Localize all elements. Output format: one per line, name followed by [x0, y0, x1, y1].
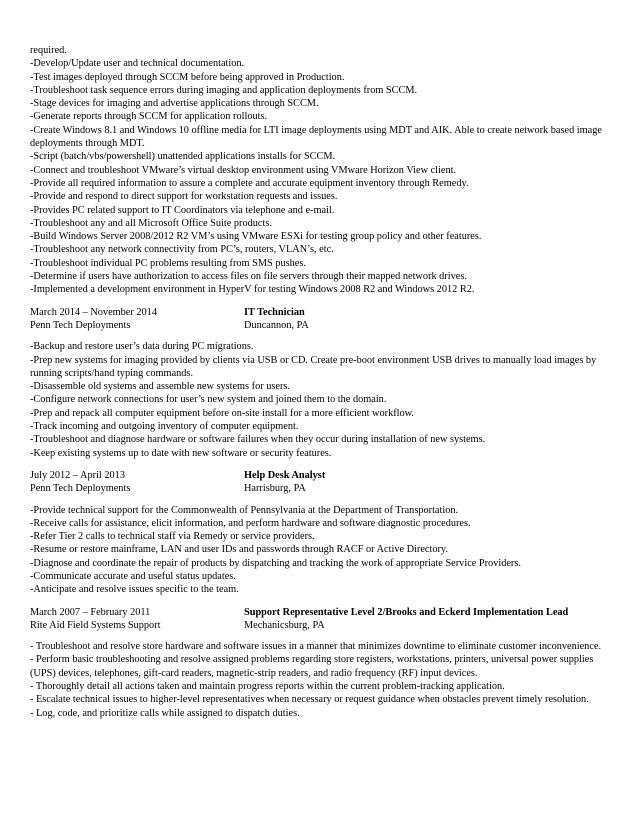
bullet-item: -Develop/Update user and technical documentation.	[30, 58, 245, 70]
bullet-item: -Implemented a development environment in HyperV for testing Windows 2008 R2 and Windows 2012 R2.	[30, 284, 475, 296]
job-bullet-list	[30, 340, 616, 460]
bullet-item: -Troubleshoot any network connectivity from PC’s, routers, VLAN’s, etc.	[30, 244, 334, 256]
bullet-item: -Troubleshoot any and all Microsoft Office Suite products.	[30, 217, 272, 229]
bullet-item: -Provide all required information to assure a complete and accurate equipment inventory through Remedy.	[30, 177, 469, 189]
bullet-item: -Configure network connections for user’s new system and joined them to the domain.	[30, 394, 387, 406]
bullet-item: -Provide technical support for the Commonwealth of Pennsylvania at the Department of Transportation.	[30, 504, 459, 516]
bullet-item: -Receive calls for assistance, elicit information, and perform hardware and software diagnostic procedures.	[30, 517, 471, 529]
bullet-item: - Perform basic troubleshooting and resolve assigned problems regarding store registers, workstations, printers, universal power supplies (UPS) devices, telephones, gift-card readers, magnetic-strip readers, and radio frequency (RF) input devices.	[30, 654, 594, 679]
job-location: Duncannon, PA	[244, 319, 309, 331]
bullet-item: -Troubleshoot individual PC problems resulting from SMS pushes.	[30, 257, 306, 269]
bullet-item: -Communicate accurate and useful status updates.	[30, 570, 236, 582]
bullet-item: -Backup and restore user’s data during PC migrations.	[30, 341, 254, 353]
bullet-item: - Log, code, and prioritize calls while assigned to dispatch duties.	[30, 707, 300, 719]
bullet-item: -Resume or restore mainframe, LAN and user IDs and passwords through RACF or Active Directory.	[30, 544, 448, 556]
bullet-item: -Build Windows Server 2008/2012 R2 VM’s using VMware ESXi for testing group policy and other features.	[30, 231, 482, 243]
job-subheader	[30, 619, 616, 632]
job-title: IT Technician	[244, 306, 305, 318]
job-location: Harrisburg, PA	[244, 483, 306, 495]
bullet-item: -Test images deployed through SCCM before being approved in Production.	[30, 71, 345, 83]
bullet-item: -Keep existing systems up to date with new software or security features.	[30, 447, 332, 459]
job-subheader	[30, 482, 616, 495]
job-dates: March 2007 – February 2011	[30, 606, 151, 618]
bullet-item: -Stage devices for imaging and advertise applications through SCCM.	[30, 98, 319, 110]
bullet-item: - Escalate technical issues to higher-level representatives when necessary or request guidance when obstacles prevent timely resolution.	[30, 694, 589, 706]
bullet-item: -Create Windows 8.1 and Windows 10 offline media for LTI image deployments using MDT and AIK. Able to create network based image deployments through MDT.	[30, 124, 602, 150]
job-employer: Rite Aid Field Systems Support	[30, 619, 161, 631]
bullet-item: -Troubleshoot and diagnose hardware or software failures when they occur during installation of new systems.	[30, 434, 486, 446]
job-entry	[30, 606, 616, 720]
bullet-item: -Provides PC related support to IT Coordinators via telephone and e-mail.	[30, 204, 335, 216]
bullet-item: -Connect and troubleshoot VMware’s virtual desktop environment using VMware Horizon View client.	[30, 164, 457, 176]
job-dates: July 2012 – April 2013	[30, 469, 125, 481]
job-entry	[30, 469, 616, 597]
job-header	[30, 306, 616, 319]
bullet-item: -Anticipate and resolve issues specific to the team.	[30, 584, 239, 596]
resume-page	[30, 44, 616, 720]
bullet-item: -Troubleshoot task sequence errors during imaging and application deployments from SCCM.	[30, 84, 418, 96]
bullet-item: -Prep new systems for imaging provided by clients via USB or CD. Create pre-boot environment USB drives to manually load images by running scripts/hand typing commands.	[30, 354, 597, 379]
bullet-item: -Disassemble old systems and assemble new systems for users.	[30, 381, 290, 393]
job-bullet-list	[30, 504, 616, 597]
bullet-item: -Track incoming and outgoing inventory of computer equipment.	[30, 421, 299, 433]
job-subheader	[30, 319, 616, 332]
bullet-item: -Prep and repack all computer equipment before on-site install for a more efficient workflow.	[30, 407, 414, 419]
intro-bullet-list	[30, 44, 616, 297]
bullet-item: required.	[30, 45, 67, 56]
job-employer: Penn Tech Deployments	[30, 319, 131, 331]
bullet-item: - Troubleshoot and resolve store hardware and software issues in a manner that minimizes downtime to eliminate customer inconvenience.	[30, 641, 602, 653]
bullet-item: -Determine if users have authorization to access files on file servers through their mapped network drives.	[30, 271, 467, 283]
job-employer: Penn Tech Deployments	[30, 483, 131, 495]
job-header	[30, 606, 616, 619]
job-title: Help Desk Analyst	[244, 469, 326, 481]
bullet-item: -Diagnose and coordinate the repair of products by dispatching and tracking the work of appropriate Service Providers.	[30, 557, 521, 569]
job-entry	[30, 306, 616, 460]
bullet-item: -Provide and respond to direct support for workstation requests and issues.	[30, 191, 338, 203]
job-title: Support Representative Level 2/Brooks and Eckerd Implementation Lead	[244, 606, 569, 618]
job-location: Mechanicsburg, PA	[244, 619, 325, 631]
job-bullet-list	[30, 640, 616, 720]
job-header	[30, 469, 616, 482]
bullet-item: -Refer Tier 2 calls to technical staff via Remedy or service providers.	[30, 531, 315, 543]
bullet-item: - Thoroughly detail all actions taken and maintain progress reports within the current problem-tracking application.	[30, 681, 505, 693]
bullet-item: -Script (batch/vbs/powershell) unattended applications installs for SCCM.	[30, 151, 336, 163]
job-dates: March 2014 – November 2014	[30, 306, 157, 318]
bullet-item: -Generate reports through SCCM for application rollouts.	[30, 111, 268, 123]
